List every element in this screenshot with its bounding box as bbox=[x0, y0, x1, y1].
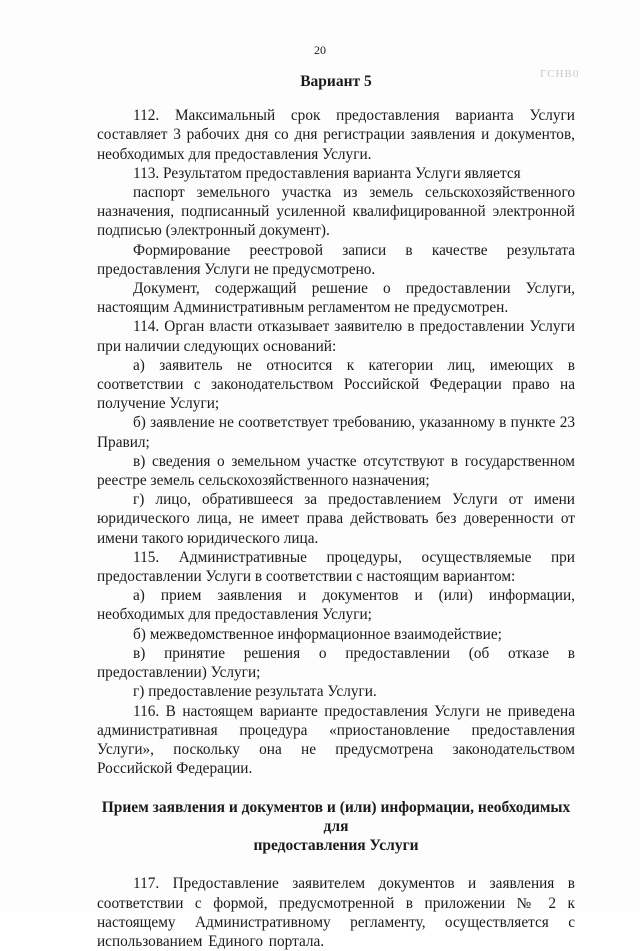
paragraph-117: 117. Предоставление заявителем документов и заявления в соответствии с формой, предусмотренной в приложении № 2 к настоящему Административному регламенту, осуществляется с использованием Единого портала. bbox=[97, 875, 575, 950]
paragraph-114: 114. Орган власти отказывает заявителю в предоставлении Услуги при наличии следующих оснований: bbox=[97, 318, 575, 355]
paragraph-decision-document: Документ, содержащий решение о предоставлении Услуги, настоящим Административным регламентом не предусмотрен. bbox=[97, 280, 575, 317]
paragraph-113-result: паспорт земельного участка из земель сельскохозяйственного назначения, подписанный усиленной квалифицированной электронной подписью (электронный документ). bbox=[97, 184, 575, 240]
list-item-115-g: г) предоставление результата Услуги. bbox=[133, 683, 377, 701]
list-item-115-a: а) прием заявления и документов и (или) информации, необходимых для предоставления Услуги; bbox=[97, 587, 575, 624]
paragraph-113: 113. Результатом предоставления варианта Услуги является bbox=[133, 164, 521, 182]
paragraph-112: 112. Максимальный срок предоставления варианта Услуги составляет 3 рабочих дня со дня регистрации заявления и документов, необходимых для предоставления Услуги. bbox=[97, 107, 575, 163]
paragraph-registry-record: Формирование реестровой записи в качестве результата предоставления Услуги не предусмотрено. bbox=[97, 241, 575, 278]
variant-heading: Вариант 5 bbox=[300, 73, 372, 90]
section-heading-line-1: Прием заявления и документов и (или) информации, необходимых для bbox=[101, 799, 571, 836]
section-heading-line-2: предоставления Услуги bbox=[253, 837, 419, 855]
document-body bbox=[97, 72, 575, 951]
list-item-114-a: а) заявитель не относится к категории лиц, имеющих в соответствии с законодательством Российской Федерации право на получение Услуги; bbox=[97, 356, 575, 413]
faint-stamp: ГСНВ0 bbox=[540, 68, 580, 80]
page-number: 20 bbox=[314, 43, 326, 57]
list-item-114-b: б) заявление не соответствует требованию, указанному в пункте 23 Правил; bbox=[97, 414, 575, 451]
list-item-114-g: г) лицо, обратившееся за предоставлением Услуги от имени юридического лица, не имеет права действовать без доверенности от имени такого юридического лица. bbox=[97, 491, 575, 547]
list-item-114-v: в) сведения о земельном участке отсутствуют в государственном реестре земель сельскохозяйственного назначения; bbox=[97, 452, 575, 490]
paragraph-115: 115. Административные процедуры, осуществляемые при предоставлении Услуги в соответствии с настоящим вариантом: bbox=[97, 548, 575, 586]
list-item-115-v: в) принятие решения о предоставлении (об отказе в предоставлении) Услуги; bbox=[97, 644, 575, 682]
list-item-115-b: б) межведомственное информационное взаимодействие; bbox=[133, 625, 502, 643]
paragraph-116: 116. В настоящем варианте предоставления Услуги не приведена административная процедура «приостановление предоставления Услуги», поскольку она не предусмотрена законодательством Российской Федерации. bbox=[97, 702, 575, 778]
section-heading bbox=[97, 798, 575, 855]
